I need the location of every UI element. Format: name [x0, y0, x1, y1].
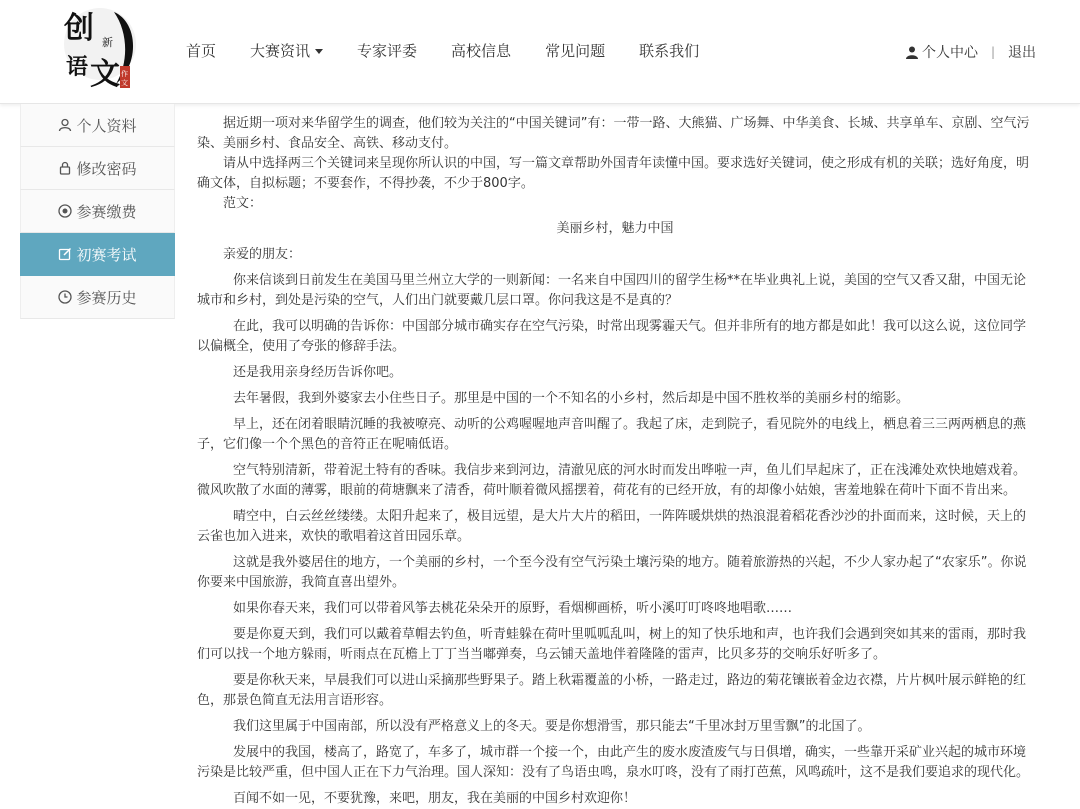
essay-paragraph: 要是你夏天到，我们可以戴着草帽去钓鱼，听青蛙躲在荷叶里呱呱乱叫，树上的知了快乐地和声，也许我们会遇到突如其来的雷雨，那时我们可以找一个地方躲雨，听雨点在瓦檐上丁丁当当嘟弹奏，乌云铺天盖地伴着隆隆的雷声，比贝多芬的交响乐好听多了。	[197, 627, 1027, 662]
essay-paragraph: 发展中的我国，楼高了，路宽了，车多了，城市群一个接一个，由此产生的废水废渣废气与日俱增，确实，一些靠开采矿业兴起的城市环境污染是比较严重，但中国人正在下力气治理。国人深知：没有了鸟语虫鸣，泉水叮咚，没有了雨打芭蕉，风鸣疏叶，这不是我们要追求的现代化。	[197, 745, 1030, 780]
site-logo[interactable]	[54, 4, 138, 98]
essay-paragraph: 早上，还在闭着眼睛沉睡的我被嘹亮、动听的公鸡喔喔地声音叫醒了。我起了床，走到院子，看见院外的电线上，栖息着三三两两栖息的燕子，它们像一个个黑色的音符正在呢喃低语。	[197, 417, 1027, 452]
sidebar-menu	[20, 104, 175, 319]
essay-paragraph: 你来信谈到日前发生在美国马里兰州立大学的一则新闻：一名来自中国四川的留学生杨**在毕业典礼上说，美国的空气又香又甜，中国无论城市和乡村，到处是污染的空气，人们出门就要戴几层口罩。你问我这是不是真的？	[197, 273, 1027, 308]
nav-home[interactable]: 首页	[186, 42, 217, 60]
svg-text:语: 语	[66, 54, 89, 80]
sidebar-item-preliminary-exam[interactable]	[20, 233, 175, 276]
essay-greeting: 亲爱的朋友：	[223, 247, 302, 262]
sidebar-item-payment[interactable]	[20, 190, 175, 233]
sidebar-item-label: 参赛缴费	[76, 202, 137, 221]
sidebar-item-label: 个人资料	[76, 116, 137, 135]
nav-universities[interactable]: 高校信息	[451, 42, 512, 60]
essay-paragraph: 要是你秋天来，早晨我们可以进山采摘那些野果子。踏上秋霜覆盖的小桥，一路走过，路边的菊花镶嵌着金边衣襟，片片枫叶展示鲜艳的红色，那景色简直无法用言语形容。	[197, 673, 1027, 708]
essay-paragraph: 在此，我可以明确的告诉你：中国部分城市确实存在空气污染，时常出现雾霾天气。但并非所有的地方都是如此！我可以这么说，这位同学以偏概全，使用了夸张的修辞手法。	[197, 319, 1027, 354]
user-icon	[906, 46, 918, 59]
chevron-down-icon	[315, 49, 323, 54]
essay-paragraph: 百闻不如一见，不要犹豫，来吧，朋友，我在美丽的中国乡村欢迎你！	[233, 791, 637, 806]
sidebar-item-label: 初赛考试	[76, 245, 137, 264]
essay-paragraph: 晴空中，白云丝丝缕缕。太阳升起来了，极目远望，是大片大片的稻田，一阵阵暖烘烘的热浪混着稻花香沙沙的扑面而来，这时候，天上的云雀也加入进来，欢快的歌唱着这首田园乐章。	[197, 509, 1027, 544]
nav-faq[interactable]: 常见问题	[545, 42, 606, 60]
top-header	[0, 0, 1080, 104]
clock-icon	[58, 290, 72, 304]
edit-icon	[58, 247, 72, 261]
nav-contest-news[interactable]	[250, 40, 323, 61]
svg-text:作: 作	[121, 70, 128, 78]
article-content	[197, 114, 1033, 809]
svg-text:创: 创	[64, 11, 94, 46]
essay-title: 美丽乡村，魅力中国	[556, 221, 674, 236]
user-area	[906, 42, 1036, 62]
essay-paragraph: 如果你春天来，我们可以带着风筝去桃花朵朵开的原野，看烟柳画桥，听小溪叮叮咚咚地唱歌……	[233, 601, 793, 616]
eye-icon	[58, 204, 72, 218]
sidebar-item-change-password[interactable]	[20, 147, 175, 190]
nav-contest-news-label: 大赛资讯	[250, 42, 311, 60]
sidebar-item-label: 修改密码	[76, 159, 137, 178]
essay-paragraph: 我们这里属于中国南部，所以没有严格意义上的冬天。要是你想滑雪，那只能去“千里冰封万里雪飘”的北国了。	[233, 719, 871, 734]
sidebar-item-label: 参赛历史	[76, 288, 137, 307]
logout-link[interactable]: 退出	[1008, 45, 1036, 61]
separator: |	[990, 45, 995, 59]
svg-text:文: 文	[90, 57, 120, 92]
nav-contact[interactable]: 联系我们	[639, 42, 700, 60]
main-nav	[186, 40, 733, 61]
prompt-paragraph: 据近期一项对来华留学生的调查，他们较为关注的“中国关键词”有：一带一路、大熊猫、广场舞、中华美食、长城、共享单车、京剧、空气污染、美丽乡村、食品安全、高铁、移动支付。	[197, 116, 1030, 151]
essay-paragraph: 还是我用亲身经历告诉你吧。	[233, 365, 403, 380]
user-icon	[58, 118, 72, 132]
nav-experts[interactable]: 专家评委	[357, 42, 418, 60]
sample-label: 范文：	[223, 196, 263, 211]
user-center-link[interactable]: 个人中心	[921, 45, 978, 61]
lock-icon	[58, 161, 72, 175]
essay-paragraph: 这就是我外婆居住的地方，一个美丽的乡村，一个至今没有空气污染土壤污染的地方。随着旅游热的兴起，不少人家办起了“农家乐”。你说你要来中国旅游，我简直喜出望外。	[197, 555, 1027, 590]
prompt-requirements: 请从中选择两三个关键词来呈现你所认识的中国，写一篇文章帮助外国青年读懂中国。要求选好关键词，使之形成有机的关联；选好角度，明确文体，自拟标题；不要套作，不得抄袭，不少于800字。	[197, 156, 1030, 191]
essay-paragraph: 空气特别清新，带着泥土特有的香味。我信步来到河边，清澈见底的河水时而发出哗啦一声，鱼儿们早起床了，正在浅滩处欢快地嬉戏着。微风吹散了水面的薄雾，眼前的荷塘飘来了清香，荷叶顺着微风摇摆着，荷花有的已经开放，有的却像小姑娘，害羞地躲在荷叶下面不肯出来。	[197, 463, 1027, 498]
essay-paragraph: 去年暑假，我到外婆家去小住些日子。那里是中国的一个不知名的小乡村，然后却是中国不胜枚举的美丽乡村的缩影。	[233, 391, 910, 406]
sidebar-item-profile[interactable]	[20, 104, 175, 147]
sidebar-item-history[interactable]	[20, 276, 175, 319]
svg-text:文: 文	[121, 79, 128, 87]
svg-text:新: 新	[102, 36, 113, 49]
